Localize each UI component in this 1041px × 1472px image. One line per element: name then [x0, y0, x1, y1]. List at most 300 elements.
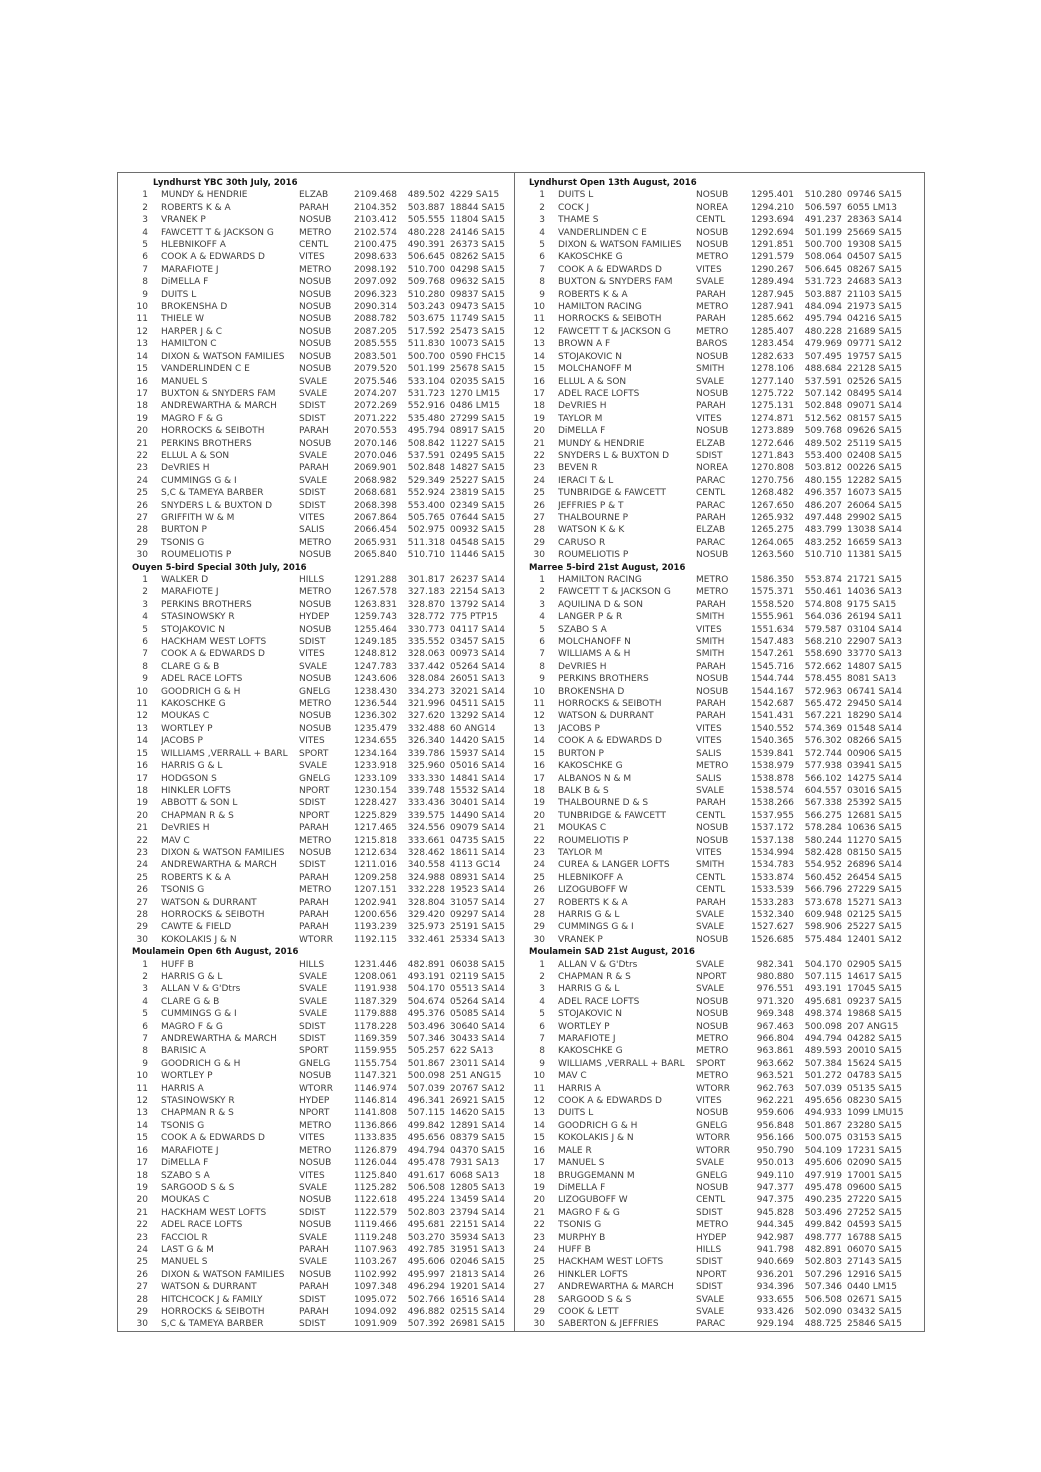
cell-rank: 4 [539, 996, 545, 1007]
cell-rank: 18 [136, 401, 148, 412]
cell-velocity: 1102.992 [354, 1269, 397, 1280]
cell-name: MOUKAS C [161, 711, 210, 722]
cell-name: BROWN A F [558, 339, 611, 350]
cell-name: SNYDERS L & BUXTON D [558, 450, 670, 461]
result-row [118, 835, 514, 847]
cell-distance: 495.997 [407, 1269, 445, 1280]
cell-velocity: 1287.945 [751, 289, 794, 300]
cell-velocity: 966.804 [756, 1034, 794, 1045]
cell-rank: 21 [533, 823, 545, 834]
cell-name: TAYLOR M [558, 413, 603, 424]
cell-club: HILLS [299, 959, 325, 970]
cell-ring: 05135 SA15 [847, 1083, 902, 1094]
cell-club: CENTL [696, 488, 726, 499]
cell-velocity: 1274.871 [751, 413, 794, 424]
cell-rank: 19 [136, 798, 148, 809]
cell-distance: 505.555 [407, 215, 445, 226]
cell-rank: 5 [539, 1009, 545, 1020]
result-row [118, 1232, 514, 1244]
cell-name: FAWCETT T & JACKSON G [161, 227, 274, 238]
cell-rank: 27 [533, 512, 545, 523]
cell-velocity: 2104.352 [354, 202, 397, 213]
cell-ring: 10636 SA15 [847, 823, 902, 834]
cell-name: WILLIAMS ,VERRALL + BARL [161, 748, 288, 759]
cell-rank: 28 [533, 1294, 545, 1305]
race-section-marree-5bird [515, 562, 924, 947]
cell-name: HARRIS G & L [558, 984, 620, 995]
cell-rank: 28 [136, 909, 148, 920]
cell-club: VITES [299, 1170, 325, 1181]
cell-ring: 12805 SA13 [450, 1182, 505, 1193]
cell-ring: 27143 SA15 [847, 1257, 902, 1268]
race-rows [515, 574, 924, 946]
cell-distance: 507.115 [407, 1108, 445, 1119]
cell-club: NOSUB [696, 240, 729, 251]
cell-name: SZABO S A [558, 624, 607, 635]
result-row [118, 450, 514, 462]
cell-velocity: 1526.685 [751, 934, 794, 945]
cell-name: COOK A & EDWARDS D [161, 649, 265, 660]
cell-ring: 12282 SA15 [847, 475, 902, 486]
cell-rank: 27 [136, 1282, 148, 1293]
cell-distance: 326.340 [407, 736, 445, 747]
cell-name: MOUKAS C [558, 823, 607, 834]
cell-club: SVALE [299, 972, 328, 982]
cell-distance: 560.452 [804, 872, 842, 883]
cell-velocity: 1545.716 [751, 661, 794, 672]
cell-distance: 333.661 [407, 835, 445, 846]
result-row [118, 1244, 514, 1256]
cell-velocity: 1094.092 [354, 1306, 397, 1317]
cell-name: HORROCKS & SEIBOTH [558, 699, 662, 710]
cell-ring: 30401 SA14 [450, 798, 505, 809]
cell-rank: 2 [142, 202, 148, 213]
cell-club: NOSUB [299, 302, 332, 313]
cell-club: METRO [696, 1220, 729, 1231]
result-row [515, 214, 924, 226]
cell-ring: 25334 SA13 [450, 934, 505, 945]
cell-club: VITES [299, 649, 325, 660]
cell-rank: 14 [136, 736, 148, 747]
cell-velocity: 1169.359 [354, 1034, 397, 1045]
cell-velocity: 950.790 [756, 1145, 794, 1156]
cell-distance: 495.656 [804, 1096, 842, 1107]
cell-ring: 14620 SA15 [450, 1108, 505, 1119]
result-row [118, 524, 514, 536]
cell-ring: 01548 SA14 [847, 723, 902, 734]
cell-rank: 17 [533, 388, 545, 399]
cell-club: NOSUB [696, 351, 729, 362]
result-row [118, 214, 514, 226]
cell-name: ALLAN V & G'Dtrs [161, 984, 241, 995]
race-title: Marree 5-bird 21st August, 2016 [529, 562, 686, 573]
cell-ring: 11270 SA15 [847, 835, 902, 846]
cell-velocity: 1192.115 [354, 934, 397, 945]
cell-rank: 6 [539, 1021, 545, 1032]
cell-distance: 496.294 [407, 1282, 445, 1293]
cell-name: DUITS L [161, 289, 197, 300]
result-row [515, 487, 924, 499]
cell-ring: 19201 SA14 [450, 1282, 505, 1293]
result-row [515, 1083, 924, 1095]
cell-distance: 495.224 [407, 1195, 445, 1206]
result-row [515, 971, 924, 983]
cell-velocity: 1243.606 [354, 674, 397, 685]
cell-velocity: 934.396 [756, 1282, 794, 1293]
cell-name: BROKENSHA D [558, 686, 625, 697]
cell-rank: 4 [539, 612, 545, 623]
result-row [118, 1306, 514, 1318]
result-row [118, 351, 514, 363]
cell-rank: 9 [539, 1058, 545, 1069]
cell-velocity: 2087.205 [354, 326, 397, 337]
cell-velocity: 1540.552 [751, 723, 794, 734]
cell-name: FAWCETT T & JACKSON G [558, 326, 671, 337]
cell-distance: 531.723 [804, 277, 842, 288]
result-row [118, 1281, 514, 1293]
cell-name: SNYDERS L & BUXTON D [161, 500, 273, 511]
cell-club: SDIST [299, 1021, 326, 1032]
cell-distance: 503.243 [407, 302, 445, 313]
cell-name: MAGRO F & G [161, 413, 223, 424]
result-row [515, 1045, 924, 1057]
result-row [118, 276, 514, 288]
cell-club: NOSUB [696, 190, 729, 201]
result-row [118, 202, 514, 214]
cell-velocity: 1534.783 [751, 860, 794, 871]
cell-rank: 1 [142, 959, 148, 970]
cell-velocity: 1208.061 [354, 972, 397, 982]
cell-rank: 6 [539, 637, 545, 648]
cell-club: METRO [696, 1034, 729, 1045]
cell-rank: 10 [136, 1071, 148, 1082]
cell-distance: 505.257 [407, 1046, 445, 1057]
cell-club: SVALE [299, 996, 328, 1007]
cell-distance: 493.191 [407, 972, 445, 982]
cell-rank: 9 [142, 1058, 148, 1069]
cell-rank: 20 [533, 810, 545, 821]
cell-velocity: 1291.579 [751, 252, 794, 263]
cell-rank: 17 [136, 1158, 148, 1169]
cell-velocity: 949.110 [756, 1170, 794, 1181]
cell-name: SZABO S A [161, 1170, 210, 1181]
cell-rank: 22 [533, 1220, 545, 1231]
cell-ring: 03941 SA15 [847, 761, 902, 772]
cell-distance: 510.710 [804, 550, 842, 561]
result-row [118, 710, 514, 722]
cell-ring: 21973 SA15 [847, 302, 902, 313]
cell-velocity: 1538.574 [751, 785, 794, 796]
cell-club: NOSUB [696, 227, 729, 238]
cell-distance: 328.063 [407, 649, 445, 660]
cell-ring: 04370 SA15 [450, 1145, 505, 1156]
cell-club: VITES [299, 512, 325, 523]
cell-club: NOSUB [299, 1269, 332, 1280]
cell-distance: 489.502 [804, 438, 842, 449]
cell-club: NOSUB [299, 277, 332, 288]
cell-club: VITES [696, 1096, 722, 1107]
cell-ring: 28363 SA14 [847, 215, 902, 226]
cell-club: PARAH [299, 426, 329, 437]
cell-velocity: 1265.932 [751, 512, 794, 523]
cell-distance: 328.462 [407, 847, 445, 858]
cell-rank: 13 [533, 723, 545, 734]
cell-club: SDIST [299, 413, 326, 424]
cell-ring: 14841 SA14 [450, 773, 505, 784]
cell-name: HUFF B [558, 1244, 591, 1255]
cell-rank: 1 [539, 959, 545, 970]
cell-club: NOSUB [299, 438, 332, 449]
cell-distance: 496.357 [804, 488, 842, 499]
result-row [515, 438, 924, 450]
cell-velocity: 1119.248 [354, 1232, 397, 1243]
cell-rank: 11 [136, 314, 148, 325]
cell-ring: 08379 SA15 [450, 1133, 505, 1144]
result-row [515, 251, 924, 263]
cell-distance: 327.183 [407, 587, 445, 598]
result-row [515, 1269, 924, 1281]
cell-distance: 327.620 [407, 711, 445, 722]
cell-rank: 15 [136, 1133, 148, 1144]
cell-club: METRO [299, 1120, 332, 1131]
cell-club: SDIST [299, 500, 326, 511]
cell-rank: 18 [136, 1170, 148, 1181]
cell-name: ROUMELIOTIS P [558, 550, 629, 561]
cell-ring: 02349 SA15 [450, 500, 505, 511]
cell-name: THALBOURNE P [558, 512, 629, 523]
cell-distance: 332.228 [407, 885, 445, 896]
cell-velocity: 1255.464 [354, 624, 397, 635]
result-row [118, 1021, 514, 1033]
cell-velocity: 2079.520 [354, 364, 397, 375]
cell-distance: 501.199 [407, 364, 445, 375]
result-row [118, 586, 514, 598]
cell-name: MOLCHANOFF M [558, 364, 632, 375]
result-row [118, 475, 514, 487]
cell-ring: 19868 SA15 [847, 1009, 902, 1020]
result-row [515, 1256, 924, 1268]
cell-club: SVALE [696, 1306, 725, 1317]
cell-rank: 3 [142, 599, 148, 610]
cell-velocity: 1178.228 [354, 1021, 397, 1032]
cell-club: SALIS [299, 525, 325, 536]
cell-name: ADEL RACE LOFTS [558, 996, 640, 1007]
cell-rank: 28 [533, 525, 545, 536]
cell-rank: 20 [136, 426, 148, 437]
cell-velocity: 969.348 [756, 1009, 794, 1020]
result-row [118, 599, 514, 611]
cell-velocity: 1527.627 [751, 922, 794, 933]
cell-club: SVALE [299, 1257, 328, 1268]
cell-distance: 491.617 [407, 1170, 445, 1181]
result-row [515, 748, 924, 760]
result-row [515, 1070, 924, 1082]
cell-distance: 567.338 [804, 798, 842, 809]
cell-velocity: 1285.662 [751, 314, 794, 325]
cell-rank: 24 [533, 1244, 545, 1255]
cell-velocity: 1187.329 [354, 996, 397, 1007]
cell-name: ROBERTS K & A [161, 202, 231, 213]
cell-rank: 30 [136, 934, 148, 945]
result-row [118, 1194, 514, 1206]
result-row [118, 1145, 514, 1157]
cell-velocity: 956.166 [756, 1133, 794, 1144]
cell-club: NOSUB [696, 1108, 729, 1119]
cell-ring: 09771 SA12 [847, 339, 902, 350]
cell-velocity: 1295.401 [751, 190, 794, 201]
cell-rank: 28 [533, 909, 545, 920]
cell-rank: 5 [142, 624, 148, 635]
cell-velocity: 2097.092 [354, 277, 397, 288]
cell-distance: 553.874 [804, 575, 842, 585]
cell-club: SVALE [299, 984, 328, 995]
cell-velocity: 2102.574 [354, 227, 397, 238]
cell-rank: 11 [136, 1083, 148, 1094]
race-section-moulamein-open [118, 946, 514, 1331]
cell-rank: 25 [533, 1257, 545, 1268]
cell-club: SVALE [696, 909, 725, 920]
cell-name: CLARE G & B [161, 996, 220, 1007]
cell-velocity: 2070.146 [354, 438, 397, 449]
cell-distance: 566.275 [804, 810, 842, 821]
cell-rank: 18 [533, 1170, 545, 1181]
cell-rank: 20 [533, 426, 545, 437]
cell-velocity: 2065.840 [354, 550, 397, 561]
cell-velocity: 2068.982 [354, 475, 397, 486]
cell-club: CENTL [696, 872, 726, 883]
cell-rank: 10 [533, 302, 545, 313]
cell-distance: 494.933 [804, 1108, 842, 1119]
cell-club: PARAH [696, 661, 726, 672]
cell-velocity: 1136.866 [354, 1120, 397, 1131]
cell-rank: 7 [142, 649, 148, 660]
cell-velocity: 1265.275 [751, 525, 794, 536]
cell-distance: 503.887 [407, 202, 445, 213]
cell-club: SPORT [299, 748, 329, 759]
result-row [515, 1157, 924, 1169]
cell-club: VITES [696, 723, 722, 734]
cell-rank: 21 [533, 438, 545, 449]
cell-ring: 08917 SA15 [450, 426, 505, 437]
cell-name: ALLAN V & G'Dtrs [558, 959, 638, 970]
cell-club: SPORT [299, 1046, 329, 1057]
cell-distance: 508.064 [804, 252, 842, 263]
cell-club: SDIST [696, 1257, 723, 1268]
cell-rank: 26 [136, 500, 148, 511]
cell-velocity: 2068.681 [354, 488, 397, 499]
cell-velocity: 2066.454 [354, 525, 397, 536]
cell-club: SDIST [299, 637, 326, 648]
cell-distance: 500.700 [804, 240, 842, 251]
cell-club: ELZAB [696, 438, 726, 449]
cell-ring: 05513 SA14 [450, 984, 505, 995]
cell-ring: 11804 SA15 [450, 215, 505, 226]
cell-velocity: 1263.560 [751, 550, 794, 561]
cell-rank: 7 [539, 649, 545, 660]
cell-name: ROUMELIOTIS P [558, 835, 629, 846]
cell-distance: 479.969 [804, 339, 842, 350]
result-row [515, 822, 924, 834]
cell-rank: 23 [533, 1232, 545, 1243]
cell-club: SMITH [696, 637, 725, 648]
result-row [515, 773, 924, 785]
cell-name: KOKOLAKIS J & N [161, 934, 237, 945]
cell-velocity: 1095.072 [354, 1294, 397, 1305]
cell-club: PARAH [299, 872, 329, 883]
cell-distance: 496.341 [407, 1096, 445, 1107]
cell-name: ROUMELIOTIS P [161, 550, 232, 561]
cell-club: NOSUB [299, 289, 332, 300]
cell-ring: 13038 SA14 [847, 525, 902, 536]
cell-distance: 339.748 [407, 785, 445, 796]
cell-distance: 332.461 [407, 934, 445, 945]
cell-club: SVALE [299, 388, 328, 399]
cell-rank: 25 [533, 872, 545, 883]
cell-ring: 21721 SA15 [847, 575, 902, 585]
cell-distance: 552.924 [407, 488, 445, 499]
cell-ring: 14827 SA15 [450, 463, 505, 474]
cell-name: MUNDY & HENDRIE [558, 438, 645, 449]
cell-name: MOUKAS C [161, 1195, 210, 1206]
cell-name: ADEL RACE LOFTS [558, 388, 640, 399]
cell-ring: 18290 SA14 [847, 711, 902, 722]
cell-rank: 23 [136, 463, 148, 474]
cell-distance: 500.098 [407, 1071, 445, 1082]
cell-club: NOSUB [696, 686, 729, 697]
cell-ring: 251 ANG15 [450, 1071, 502, 1082]
cell-name: HORROCKS & SEIBOTH [161, 426, 265, 437]
cell-ring: 26981 SA15 [450, 1319, 505, 1330]
cell-velocity: 942.987 [756, 1232, 794, 1243]
cell-velocity: 2065.931 [354, 537, 397, 548]
result-row [515, 512, 924, 524]
cell-rank: 7 [539, 264, 545, 275]
cell-distance: 507.142 [804, 388, 842, 399]
cell-ring: 27252 SA15 [847, 1207, 902, 1218]
cell-club: NOSUB [299, 550, 332, 561]
cell-velocity: 1103.267 [354, 1257, 397, 1268]
cell-distance: 499.842 [804, 1220, 842, 1231]
cell-ring: 26373 SA15 [450, 240, 505, 251]
result-row [515, 189, 924, 201]
cell-rank: 22 [136, 1220, 148, 1231]
result-row [515, 400, 924, 412]
cell-name: MARAFIOTE J [161, 587, 219, 598]
cell-ring: 16516 SA14 [450, 1294, 505, 1305]
cell-distance: 301.817 [407, 575, 445, 585]
cell-name: COOK A & EDWARDS D [161, 1133, 265, 1144]
result-row [118, 971, 514, 983]
cell-club: SDIST [299, 1034, 326, 1045]
cell-ring: 09297 SA14 [450, 909, 505, 920]
cell-club: METRO [299, 1145, 332, 1156]
cell-rank: 12 [533, 326, 545, 337]
result-row [118, 785, 514, 797]
cell-ring: 0440 LM15 [847, 1282, 897, 1293]
cell-club: SDIST [696, 1282, 723, 1293]
cell-club: SVALE [696, 1294, 725, 1305]
result-row [118, 624, 514, 636]
result-row [515, 686, 924, 698]
cell-rank: 9 [142, 674, 148, 685]
cell-distance: 604.557 [804, 785, 842, 796]
cell-ring: 06070 SA15 [847, 1244, 902, 1255]
cell-rank: 5 [142, 1009, 148, 1020]
cell-rank: 16 [533, 1145, 545, 1156]
cell-rank: 26 [533, 500, 545, 511]
cell-distance: 529.349 [407, 475, 445, 486]
cell-name: KAKOSCHKE G [558, 761, 623, 772]
